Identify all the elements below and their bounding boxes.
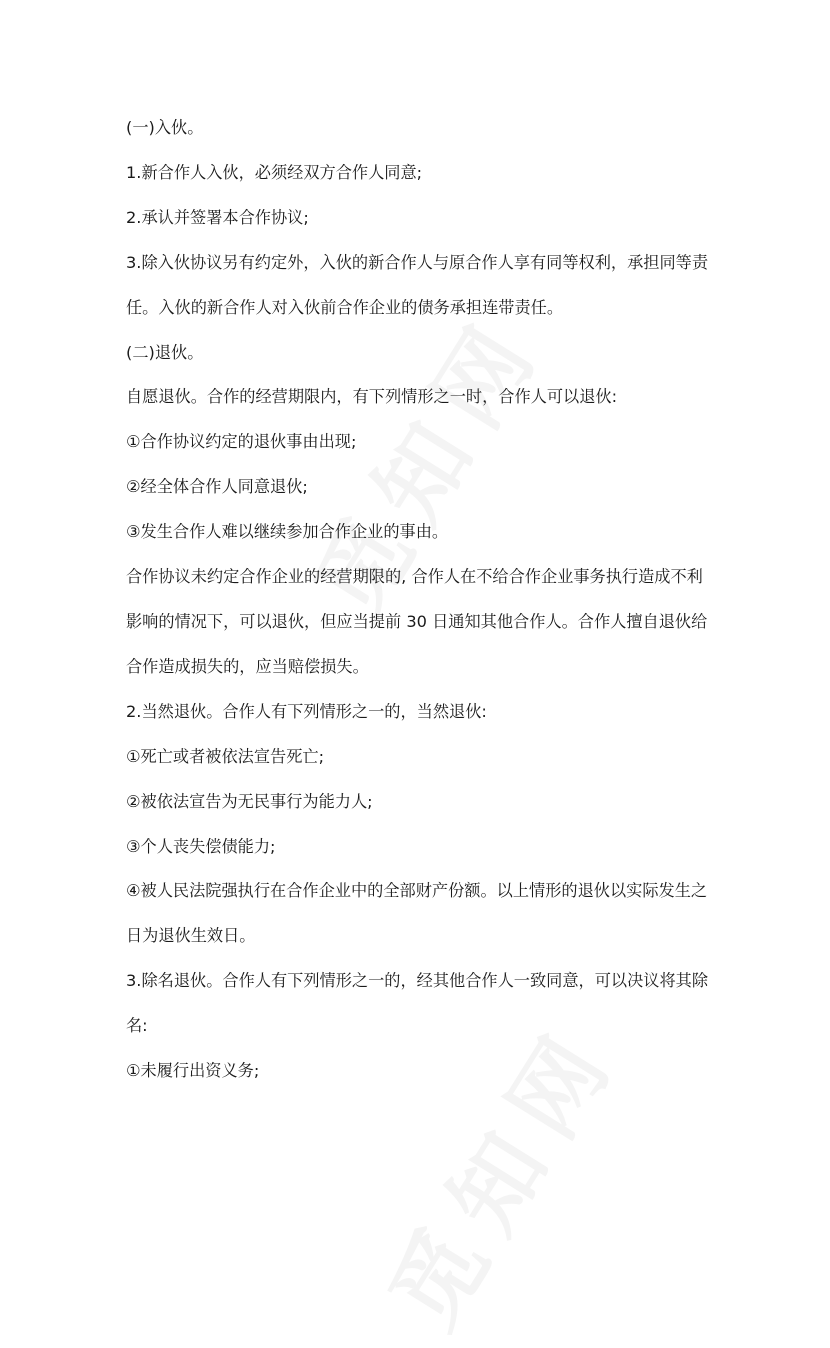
clause-expulsion: 3.除名退伙。合作人有下列情形之一的，经其他合作人一致同意，可以决议将其除名:: [126, 971, 709, 1036]
clause-join-1: 1.新合作人入伙，必须经双方合作人同意;: [126, 162, 423, 182]
list-item: ①死亡或者被依法宣告死亡;: [126, 746, 325, 766]
clause-voluntary-withdraw: 自愿退伙。合作的经营期限内，有下列情形之一时，合作人可以退伙:: [126, 387, 618, 407]
list-item: ②被依法宣告为无民事行为能力人;: [126, 791, 373, 811]
clause-join-2: 2.承认并签署本合作协议;: [126, 207, 309, 227]
list-item: ③发生合作人难以继续参加合作企业的事由。: [126, 522, 449, 542]
list-item: ①合作协议约定的退伙事由出现;: [126, 432, 357, 452]
section-heading-withdraw: (二)退伙。: [126, 342, 204, 362]
document-body: [126, 106, 716, 1094]
list-item: ①未履行出资义务;: [126, 1061, 260, 1081]
section-heading-join: (一)入伙。: [126, 118, 204, 137]
list-item: ③个人丧失偿债能力;: [126, 836, 276, 856]
clause-unspecified-term: 合作协议未约定合作企业的经营期限的, 合作人在不给合作企业事务执行造成不利影响的情况下，可以退伙，但应当提前 30 日通知其他合作人。合作人擅自退伙给合作造成损失的，应当赔偿损失。: [126, 567, 708, 676]
clause-automatic-withdraw: 2.当然退伙。合作人有下列情形之一的，当然退伙:: [126, 701, 487, 721]
list-item: ④被人民法院强执行在合作企业中的全部财产份额。以上情形的退伙以实际发生之日为退伙生效日。: [126, 881, 708, 946]
list-item: ②经全体合作人同意退伙;: [126, 477, 308, 497]
clause-join-3: 3.除入伙协议另有约定外，入伙的新合作人与原合作人享有同等权利，承担同等责任。入伙的新合作人对入伙前合作企业的债务承担连带责任。: [126, 252, 709, 317]
